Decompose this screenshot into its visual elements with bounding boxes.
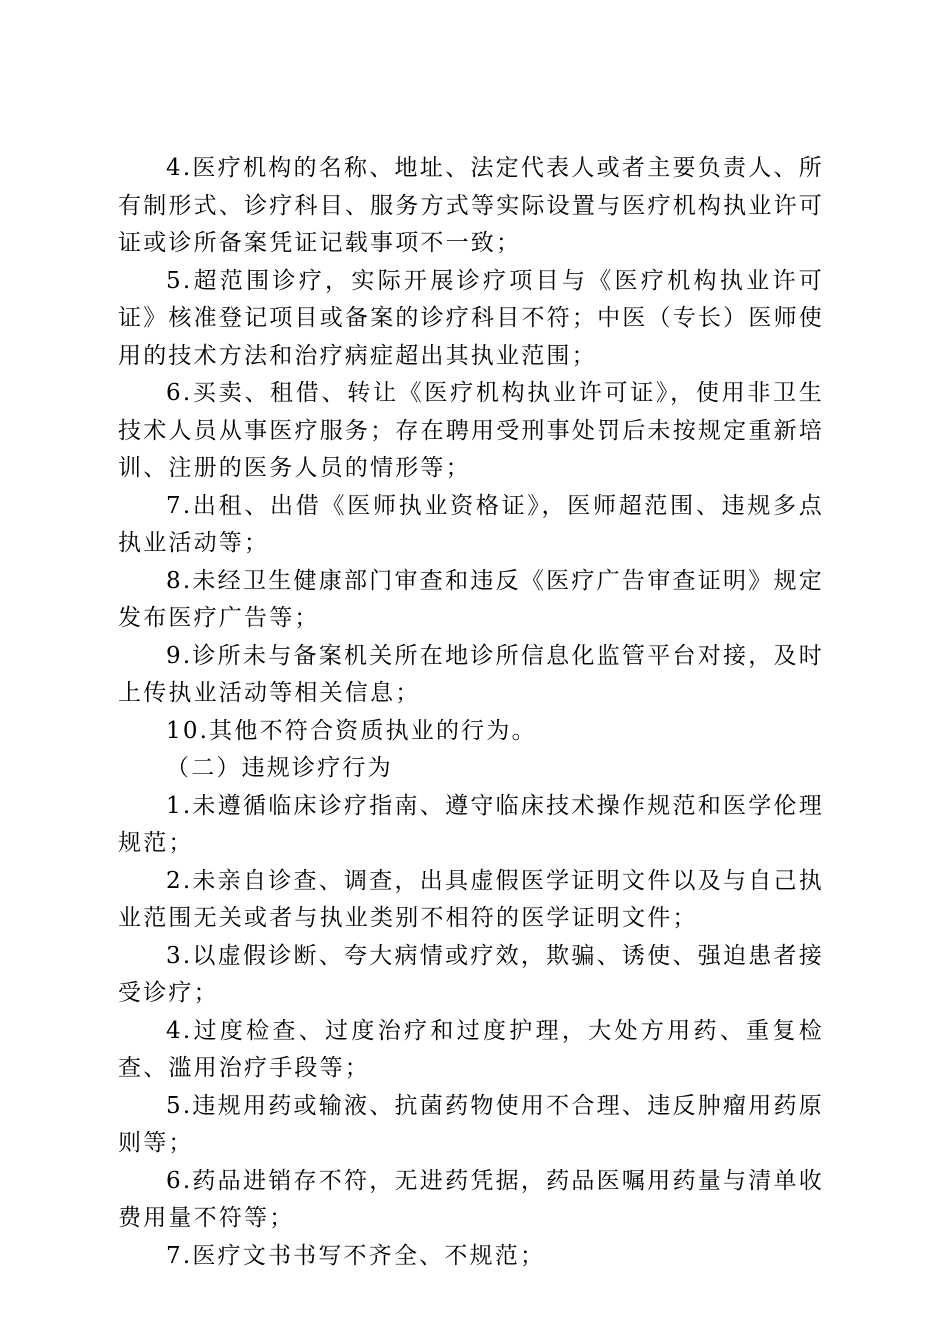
list-item-5b: 5.违规用药或输液、抗菌药物使用不合理、违反肿瘤用药原则等；: [118, 1092, 824, 1156]
list-item-2: 2.未亲自诊查、调查，出具虚假医学证明文件以及与自己执业范围无关或者与执业类别不相符的医学证明文件；: [118, 867, 824, 931]
list-item-1: 1.未遵循临床诊疗指南、遵守临床技术操作规范和医学伦理规范；: [118, 792, 824, 856]
list-item-8: 8.未经卫生健康部门审查和违反《医疗广告审查证明》规定发布医疗广告等；: [118, 567, 824, 631]
list-item-4b: 4.过度检查、过度治疗和过度护理，大处方用药、重复检查、滥用治疗手段等；: [118, 1017, 824, 1081]
list-item-6: 6.买卖、租借、转让《医疗机构执业许可证》，使用非卫生技术人员从事医疗服务；存在聘用受刑事处罚后未按规定重新培训、注册的医务人员的情形等；: [118, 380, 824, 481]
list-item-9: 9.诊所未与备案机关所在地诊所信息化监管平台对接，及时上传执业活动等相关信息；: [118, 642, 824, 706]
document-body: [118, 150, 824, 1275]
section-heading: （二）违规诊疗行为: [166, 755, 393, 781]
list-item-7: 7.出租、出借《医师执业资格证》，医师超范围、违规多点执业活动等；: [118, 492, 824, 556]
list-item-3: 3.以虚假诊断、夸大病情或疗效，欺骗、诱使、强迫患者接受诊疗；: [118, 942, 824, 1006]
list-item-4: 4.医疗机构的名称、地址、法定代表人或者主要负责人、所有制形式、诊疗科目、服务方式等实际设置与医疗机构执业许可证或诊所备案凭证记载事项不一致；: [118, 155, 824, 256]
list-item-10: 10.其他不符合资质执业的行为。: [166, 717, 537, 744]
list-item-5: 5.超范围诊疗，实际开展诊疗项目与《医疗机构执业许可证》核准登记项目或备案的诊疗科目不符；中医（专长）医师使用的技术方法和治疗病症超出其执业范围；: [118, 267, 824, 369]
list-item-7b: 7.医疗文书书写不齐全、不规范；: [166, 1242, 546, 1269]
list-item-6b: 6.药品进销存不符，无进药凭据，药品医嘱用药量与清单收费用量不符等；: [118, 1167, 824, 1231]
